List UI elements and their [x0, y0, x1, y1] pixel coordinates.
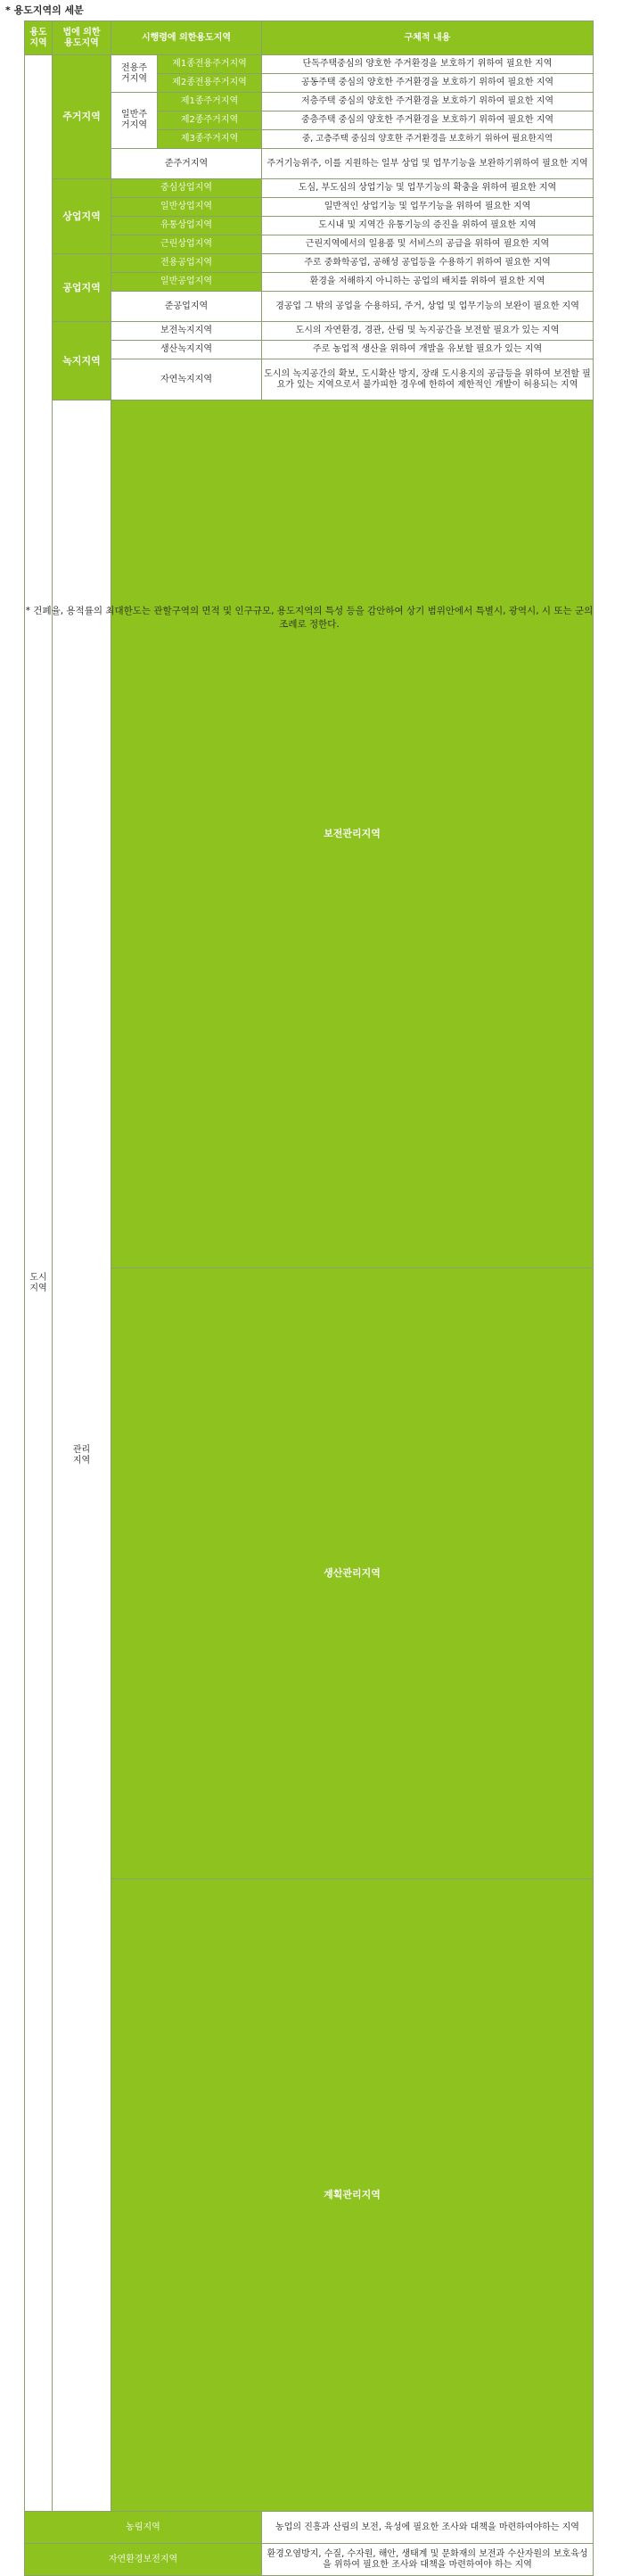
general-residential-text: 일반주 거지역: [121, 110, 147, 130]
zone-name: 준주거지역: [111, 149, 262, 179]
zone-desc: 단독주택중심의 양호한 주거환경을 보호하기 위하여 필요한 지역: [262, 55, 594, 74]
table-row: [25, 179, 594, 198]
zone-desc: 저층주택 중심의 양호한 주거환경을 보호하기 위하여 필요한 지역: [262, 93, 594, 111]
zone-name: 전용공업지역: [111, 254, 262, 273]
header-col1: [25, 21, 53, 55]
zone-desc: 주거기능위주, 이를 지원하는 일부 상업 및 업무기능을 보완하기위하여 필요한 지역: [262, 149, 594, 179]
zone-name: 제2종주거지역: [158, 111, 262, 130]
zone-desc: 환경을 저해하지 아니하는 공업의 배치를 위하여 필요한 지역: [262, 273, 594, 292]
zone-desc: 주로 농업적 생산을 위하여 개발을 유보할 필요가 있는 지역: [262, 341, 594, 359]
zone-name: 일반공업지역: [111, 273, 262, 292]
zone-name: 계획관리지역: [111, 1879, 594, 2512]
zone-name: 제1종전용주거지역: [158, 55, 262, 74]
zone-desc: 주로 중화학공업, 공해성 공업등을 수용하기 위하여 필요한 지역: [262, 254, 594, 273]
zone-desc: 농업의 진흥과 산림의 보전, 육성에 필요한 조사와 대책을 마련하여야하는 지역: [262, 2512, 594, 2544]
zone-desc: 중, 고층주택 중심의 양호한 주거환경을 보호하기 위하여 필요한지역: [262, 130, 594, 149]
header-row: [25, 21, 594, 55]
zone-name: 중심상업지역: [111, 179, 262, 198]
page-title: * 용도지역의 세분: [5, 4, 84, 16]
green-label: 녹지지역: [53, 322, 111, 400]
zone-desc: 근린지역에서의 일용품 및 서비스의 공급을 위하여 필요한 지역: [262, 235, 594, 254]
header-col1-text: 용도 지역: [29, 27, 47, 48]
table-row: [25, 55, 594, 74]
zone-name: 보전관리지역: [111, 400, 594, 1268]
zone-desc: 중층주택 중심의 양호한 주거환경을 보호하기 위하여 필요한 지역: [262, 111, 594, 130]
zone-name: 농림지역: [25, 2512, 262, 2544]
header-col2: [53, 21, 111, 55]
management-area-label-text: 관리 지역: [72, 1445, 91, 1466]
zone-name: 생산녹지지역: [111, 341, 262, 359]
table-row: [25, 400, 594, 1268]
commercial-label: 상업지역: [53, 179, 111, 254]
header-col2-text: 법에 의한 용도지역: [62, 27, 101, 48]
zone-desc: 도시내 및 지역간 유통기능의 증진을 위하여 필요한 지역: [262, 217, 594, 235]
zone-desc: 도시의 녹지공간의 확보, 도시확산 방지, 장래 도시용지의 공급등을 위하여 보전할 필요가 있는 지역으로서 불가피한 경우에 한하여 제한적인 개발이 허용되는 지역: [262, 359, 594, 400]
zone-name: 제1종주거지역: [158, 93, 262, 111]
zone-desc: 일반적인 상업기능 및 업무기능을 위하여 필요한 지역: [262, 198, 594, 217]
header-col4: 구체적 내용: [262, 21, 594, 55]
urban-area-label: [25, 55, 53, 2512]
zone-name: 일반상업지역: [111, 198, 262, 217]
zone-desc: 환경오염방지, 수질, 수자원, 해안, 생태계 및 문화재의 보전과 수산자원의 보호육성을 위하여 필요한 조사와 대책을 마련하여야 하는 지역: [262, 2544, 594, 2576]
exclusive-residential-text: 전용주 거지역: [121, 62, 147, 84]
zone-desc: 경공업 그 밖의 공업을 수용하되, 주거, 상업 및 업무기능의 보완이 필요한 지역: [262, 292, 594, 322]
table-row: [25, 2544, 594, 2576]
general-residential-label: [111, 93, 158, 149]
residential-label: 주거지역: [53, 55, 111, 179]
zone-name: 제3종주거지역: [158, 130, 262, 149]
table-row: [25, 254, 594, 273]
zone-name: 보전녹지지역: [111, 322, 262, 341]
zone-name: 자연환경보전지역: [25, 2544, 262, 2576]
zone-name: 근린상업지역: [111, 235, 262, 254]
management-area-label: [53, 400, 111, 2512]
zone-desc: 도심, 부도심의 상업기능 및 업무기능의 확충을 위하여 필요한 지역: [262, 179, 594, 198]
zone-name: 생산관리지역: [111, 1268, 594, 1879]
zone-desc: 도시의 자연환경, 경관, 산림 및 녹지공간을 보전할 필요가 있는 지역: [262, 322, 594, 341]
industrial-label: 공업지역: [53, 254, 111, 322]
table-row: [25, 322, 594, 341]
zone-name: 유통상업지역: [111, 217, 262, 235]
header-col3: 시행령에 의한용도지역: [111, 21, 262, 55]
zone-name: 자연녹지지역: [111, 359, 262, 400]
zone-name: 준공업지역: [111, 292, 262, 322]
table-row: [25, 2512, 594, 2544]
exclusive-residential-label: [111, 55, 158, 93]
zone-name: 제2종전용주거지역: [158, 74, 262, 93]
footnote: * 건폐율, 용적률의 최대한도는 관할구역의 면적 및 인구규모, 용도지역의 특성 등을 감안하여 상기 범위안에서 특별시, 광역시, 시 또는 군의 조례로 정한다.: [25, 606, 594, 630]
urban-area-label-text: 도시 지역: [29, 1272, 47, 1293]
zoning-table: [24, 21, 594, 2576]
zone-desc: 공동주택 중심의 양호한 주거환경을 보호하기 위하여 필요한 지역: [262, 74, 594, 93]
